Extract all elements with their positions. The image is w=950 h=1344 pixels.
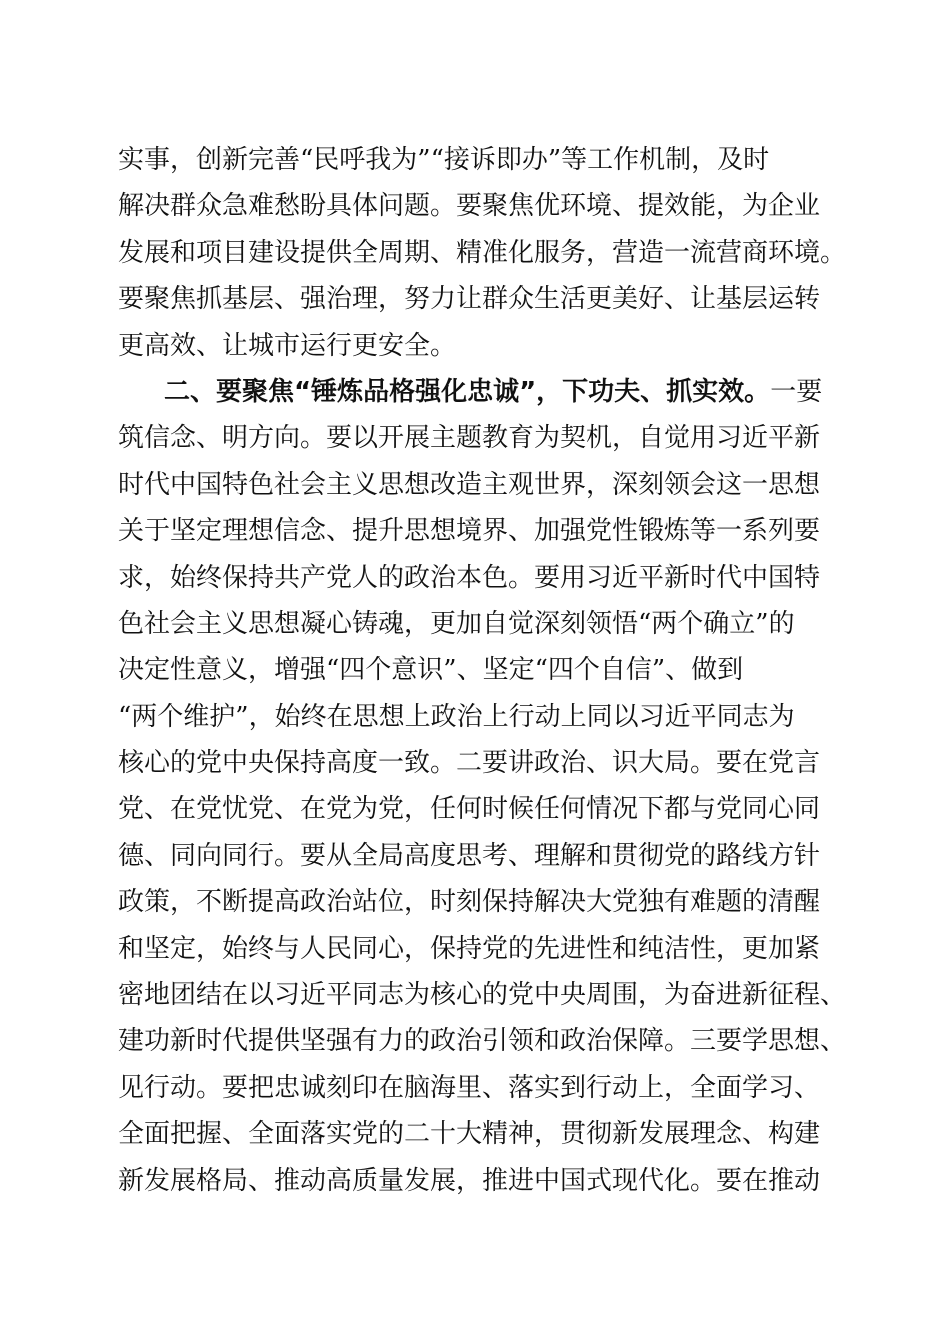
text-line: 建功新时代提供坚强有力的政治引领和政治保障。三要学思想、	[118, 1026, 847, 1057]
section-heading-line	[118, 369, 838, 415]
text-line: 关于坚定理想信念、提升思想境界、加强党性锻炼等一系列要	[118, 516, 821, 547]
text-line: 见行动。要把忠诚刻印在脑海里、落实到行动上，全面学习、	[118, 1072, 821, 1103]
text-run: 一要	[770, 376, 823, 407]
section-heading: 二、要聚焦“锤炼品格强化忠诚”，下功夫、抓实效。	[164, 376, 771, 407]
text-line: 时代中国特色社会主义思想改造主观世界，深刻领会这一思想	[118, 469, 821, 500]
body-text	[118, 137, 847, 1204]
text-line: 和坚定，始终与人民同心，保持党的先进性和纯洁性，更加紧	[118, 933, 821, 964]
text-line: 核心的党中央保持高度一致。二要讲政治、识大局。要在党言	[118, 748, 821, 779]
text-line: 德、同向同行。要从全局高度思考、理解和贯彻党的路线方针	[118, 840, 821, 871]
text-line: 新发展格局、推动高质量发展，推进中国式现代化。要在推动	[118, 1165, 821, 1196]
text-line: 解决群众急难愁盼具体问题。要聚焦优环境、提效能，为企业	[118, 191, 821, 222]
text-line: 全面把握、全面落实党的二十大精神，贯彻新发展理念、构建	[118, 1119, 821, 1150]
text-line: 求，始终保持共产党人的政治本色。要用习近平新时代中国特	[118, 562, 821, 593]
text-line: 政策，不断提高政治站位，时刻保持解决大党独有难题的清醒	[118, 887, 821, 918]
text-line: “两个维护”，始终在思想上政治上行动上同以习近平同志为	[118, 701, 795, 732]
text-line: 实事，创新完善“民呼我为”“接诉即办”等工作机制，及时	[118, 145, 770, 175]
text-line: 密地团结在以习近平同志为核心的党中央周围，为奋进新征程、	[118, 980, 847, 1011]
text-line: 更高效、让城市运行更安全。	[118, 330, 457, 361]
text-line: 决定性意义，增强“四个意识”、坚定“四个自信”、做到	[118, 655, 744, 686]
text-line: 要聚焦抓基层、强治理，努力让群众生活更美好、让基层运转	[118, 284, 821, 315]
text-line: 党、在党忧党、在党为党，任何时候任何情况下都与党同心同	[118, 794, 821, 825]
text-line: 筑信念、明方向。要以开展主题教育为契机，自觉用习近平新	[118, 423, 821, 454]
text-line: 色社会主义思想凝心铸魂，更加自觉深刻领悟“两个确立”的	[118, 608, 795, 639]
text-line: 发展和项目建设提供全周期、精准化服务，营造一流营商环境。	[118, 237, 847, 268]
